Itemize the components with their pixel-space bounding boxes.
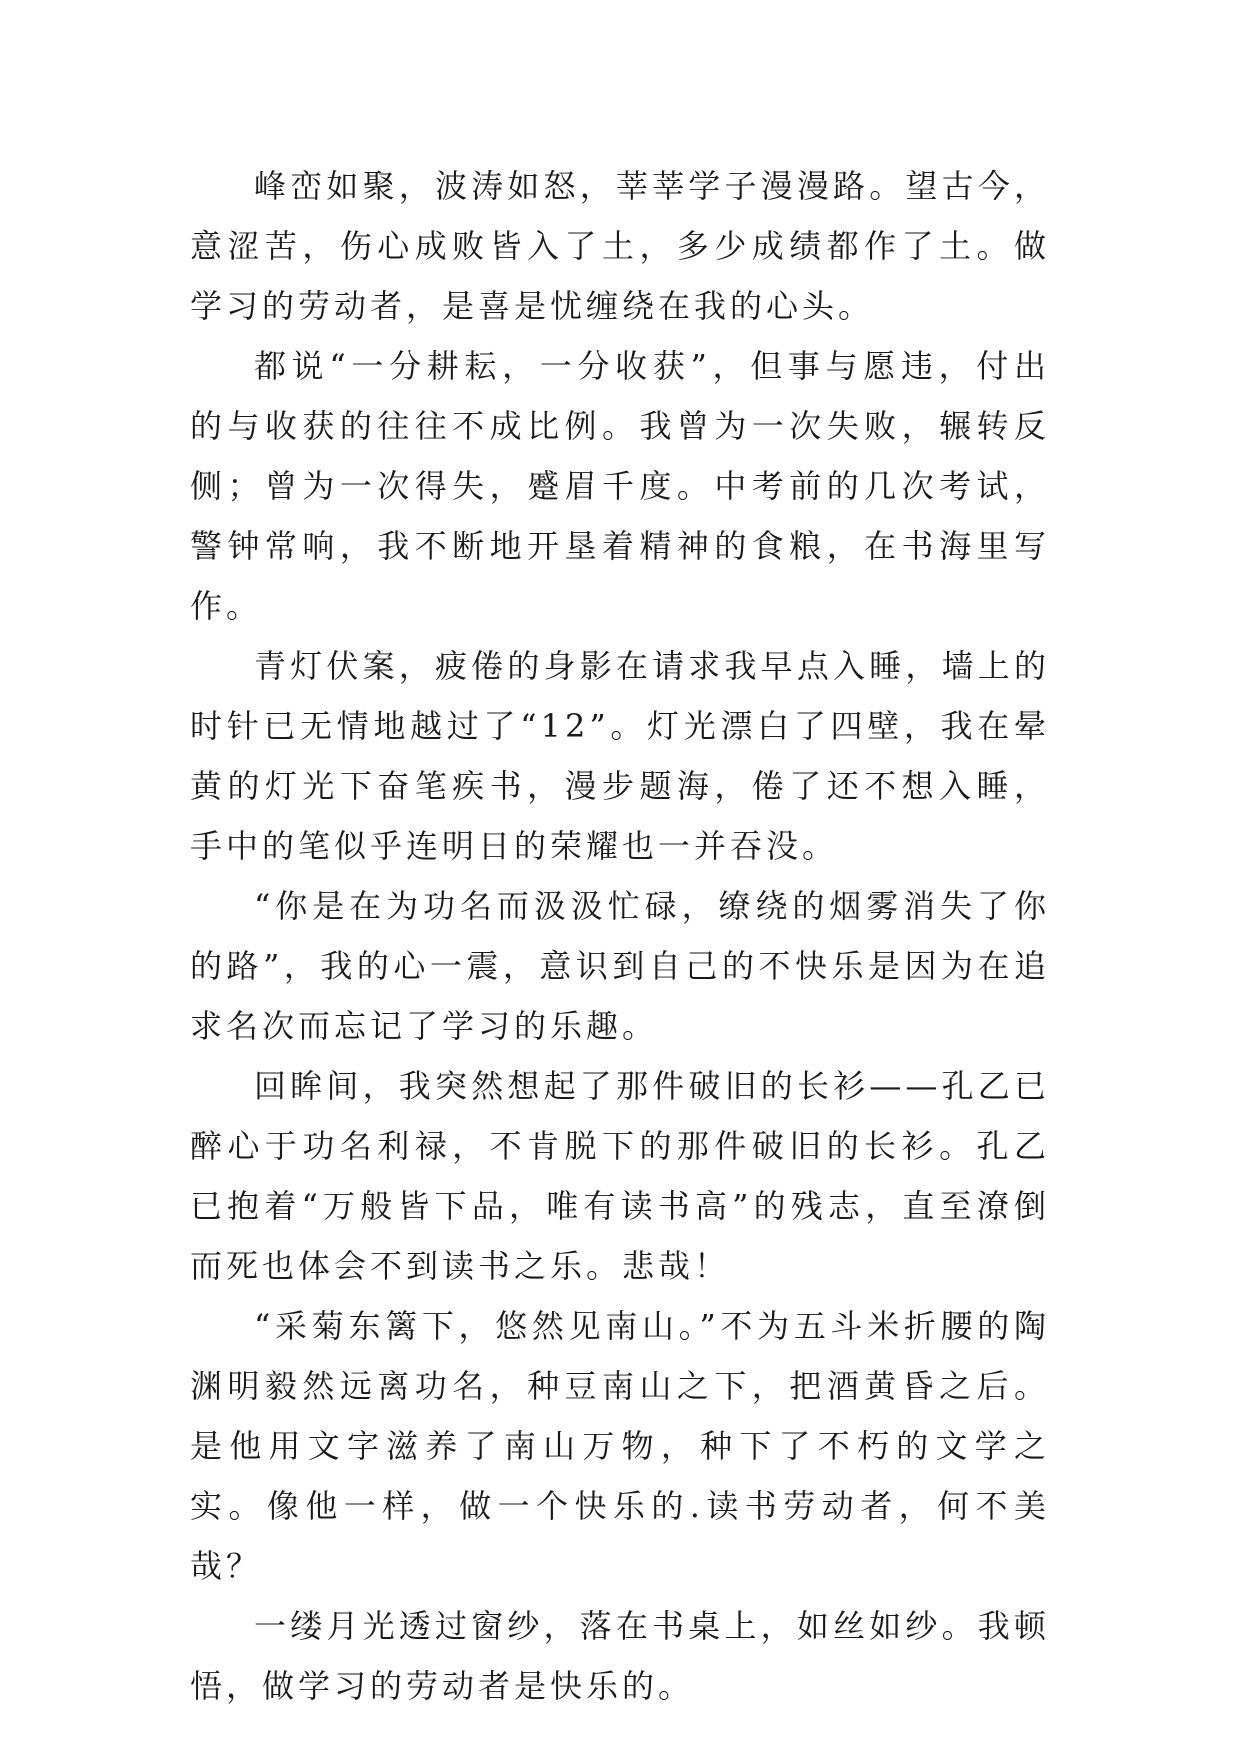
paragraph: 都说“一分耕耘，一分收获”，但事与愿违，付出的与收获的往往不成比例。我曾为一次失败，辗转反侧；曾为一次得失，蹙眉千度。中考前的几次考试，警钟常响，我不断地开垦着精神的食粮，在书海里写作。 xyxy=(190,347,1050,625)
paragraph: “你是在为功名而汲汲忙碌，缭绕的烟雾消失了你的路”，我的心一震，意识到自己的不快乐是因为在追求名次而忘记了学习的乐趣。 xyxy=(190,887,1050,1045)
paragraph: “采菊东篱下，悠然见南山。”不为五斗米折腰的陶渊明毅然远离功名，种豆南山之下，把酒黄昏之后。是他用文字滋养了南山万物，种下了不朽的文学之实。像他一样，做一个快乐的.读书劳动者，何不美哉？ xyxy=(190,1307,1050,1585)
paragraph: 一缕月光透过窗纱，落在书桌上，如丝如纱。我顿悟，做学习的劳动者是快乐的。 xyxy=(190,1607,1050,1705)
document-body xyxy=(190,156,1050,1716)
paragraph: 峰峦如聚，波涛如怒，莘莘学子漫漫路。望古今，意涩苦，伤心成败皆入了土，多少成绩都作了土。做学习的劳动者，是喜是忧缠绕在我的心头。 xyxy=(190,167,1050,325)
paragraph: 青灯伏案，疲倦的身影在请求我早点入睡，墙上的时针已无情地越过了“12”。灯光漂白了四壁，我在晕黄的灯光下奋笔疾书，漫步题海，倦了还不想入睡，手中的笔似乎连明日的荣耀也一并吞没。 xyxy=(190,647,1050,865)
paragraph: 回眸间，我突然想起了那件破旧的长衫——孔乙已醉心于功名利禄，不肯脱下的那件破旧的长衫。孔乙已抱着“万般皆下品，唯有读书高”的残志，直至潦倒而死也体会不到读书之乐。悲哉！ xyxy=(190,1067,1050,1285)
